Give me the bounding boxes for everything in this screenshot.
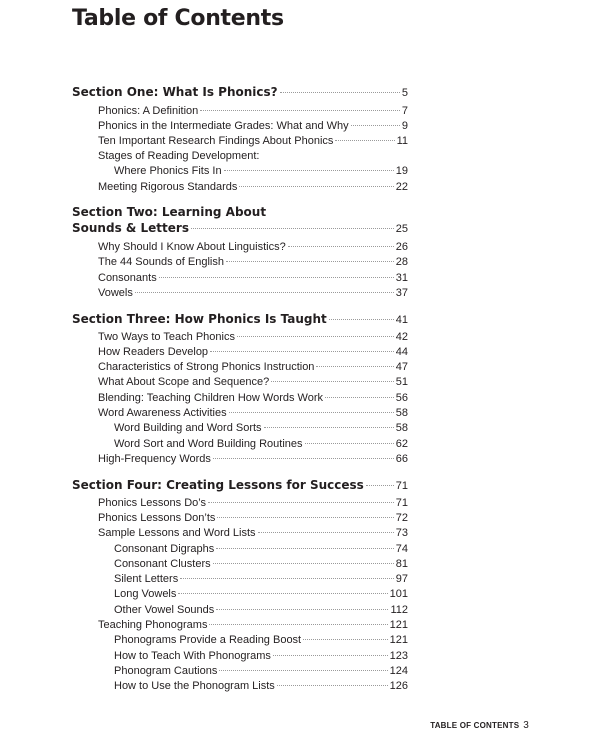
entry-label: Consonants: [98, 272, 157, 284]
entry-page: 81: [395, 558, 408, 570]
entry-label: Phonics in the Intermediate Grades: What and Why: [98, 120, 349, 132]
entry-page: 9: [401, 120, 408, 132]
entry-label: How Readers Develop: [98, 346, 209, 358]
toc-subentry[interactable]: [114, 664, 408, 679]
entry-label: Word Awareness Activities: [98, 407, 227, 419]
entry-label: Phonics Lessons Don’ts: [98, 512, 216, 524]
entry-label: Phonics Lessons Do’s: [98, 497, 207, 509]
entry-page: 72: [395, 512, 408, 524]
entry-page: 58: [395, 407, 408, 419]
entry-label: Two Ways to Teach Phonics: [98, 331, 235, 343]
dot-leader: [180, 578, 394, 579]
section-title: Section One: What Is Phonics?: [72, 85, 278, 99]
entry-label: Blending: Teaching Children How Words Work: [98, 392, 324, 404]
dot-leader: [224, 170, 394, 171]
entry-page: 97: [395, 573, 408, 585]
entry-label: How to Use the Phonogram Lists: [114, 680, 275, 692]
section-title: Section Three: How Phonics Is Taught: [72, 312, 327, 326]
toc-entry[interactable]: [98, 375, 408, 390]
section-title: Section Two: Learning About: [72, 205, 267, 219]
entry-page: 56: [395, 392, 408, 404]
entry-page: 71: [395, 497, 408, 509]
dot-leader: [217, 517, 393, 518]
toc-subentry[interactable]: [114, 437, 408, 452]
page-title: Table of Contents: [72, 6, 284, 31]
page-footer: [430, 720, 529, 731]
toc-subentry[interactable]: [114, 679, 408, 694]
entry-label: How to Teach With Phonograms: [114, 650, 271, 662]
dot-leader: [271, 381, 394, 382]
toc-entry[interactable]: [98, 496, 408, 511]
section-title: Sounds & Letters: [72, 221, 189, 235]
entry-label: Word Sort and Word Building Routines: [114, 438, 303, 450]
dot-leader: [191, 228, 394, 229]
entry-label: Why Should I Know About Linguistics?: [98, 241, 286, 253]
dot-leader: [366, 485, 394, 486]
entry-page: 124: [389, 665, 408, 677]
entry-page: 47: [395, 361, 408, 373]
toc-entry[interactable]: [98, 406, 408, 421]
section-four-heading[interactable]: [72, 478, 408, 493]
entry-page: 44: [395, 346, 408, 358]
footer-label: TABLE OF CONTENTS: [430, 721, 520, 730]
entry-label: What About Scope and Sequence?: [98, 376, 270, 388]
dot-leader: [237, 336, 394, 337]
entry-page: 123: [389, 650, 408, 662]
section-three-heading[interactable]: [72, 312, 408, 327]
dot-leader: [305, 443, 394, 444]
dot-leader: [213, 563, 394, 564]
entry-page: 101: [389, 588, 408, 600]
entry-page: 11: [396, 135, 408, 147]
entry-page: 22: [395, 181, 408, 193]
entry-label: Long Vowels: [114, 588, 177, 600]
dot-leader: [216, 609, 388, 610]
entry-page: 42: [395, 331, 408, 343]
section-page: 71: [395, 480, 408, 492]
entry-label: Ten Important Research Findings About Phonics: [98, 135, 334, 147]
dot-leader: [213, 458, 394, 459]
section-title: Section Four: Creating Lessons for Success: [72, 478, 364, 492]
entry-label: Phonograms Provide a Reading Boost: [114, 634, 302, 646]
entry-label: Teaching Phonograms: [98, 619, 208, 631]
toc-subentry[interactable]: [114, 542, 408, 557]
entry-label: Silent Letters: [114, 573, 179, 585]
entry-label: Phonogram Cautions: [114, 665, 218, 677]
entry-page: 31: [395, 272, 408, 284]
dot-leader: [135, 292, 394, 293]
entry-label: Word Building and Word Sorts: [114, 422, 262, 434]
dot-leader: [351, 125, 400, 126]
entry-label: Phonics: A Definition: [98, 105, 199, 117]
toc-entry[interactable]: [98, 345, 408, 360]
entry-page: 66: [395, 453, 408, 465]
dot-leader: [219, 670, 387, 671]
entry-page: 28: [395, 256, 408, 268]
entry-label: Sample Lessons and Word Lists: [98, 527, 256, 539]
entry-page: 112: [390, 604, 408, 616]
toc-entry[interactable]: [98, 240, 408, 255]
entry-label: Vowels: [98, 287, 133, 299]
dot-leader: [239, 186, 393, 187]
section-two-heading-line1[interactable]: [72, 205, 408, 220]
entry-label: Consonant Clusters: [114, 558, 211, 570]
dot-leader: [264, 427, 394, 428]
toc-entry[interactable]: [98, 180, 408, 195]
toc-entry[interactable]: [98, 511, 408, 526]
dot-leader: [325, 397, 394, 398]
toc-entry[interactable]: [98, 271, 408, 286]
section-two-heading-line2[interactable]: [72, 221, 408, 236]
dot-leader: [258, 532, 394, 533]
toc-entry[interactable]: [98, 618, 408, 633]
dot-leader: [229, 412, 394, 413]
toc-subentry[interactable]: [114, 587, 408, 602]
dot-leader: [329, 319, 394, 320]
dot-leader: [226, 261, 394, 262]
entry-page: 121: [389, 634, 408, 646]
toc-subentry[interactable]: [114, 557, 408, 572]
dot-leader: [335, 140, 394, 141]
toc-entry[interactable]: [98, 134, 408, 149]
toc-entry[interactable]: [98, 286, 408, 301]
entry-page: 74: [395, 543, 408, 555]
entry-page: 126: [389, 680, 408, 692]
toc-entry[interactable]: [98, 119, 408, 134]
toc-entry-first-line[interactable]: [98, 149, 408, 164]
dot-leader: [209, 624, 387, 625]
page-number: 3: [523, 720, 529, 731]
entry-label: The 44 Sounds of English: [98, 256, 224, 268]
entry-page: 26: [395, 241, 408, 253]
entry-label: Consonant Digraphs: [114, 543, 215, 555]
section-page: 25: [395, 223, 408, 235]
dot-leader: [208, 502, 394, 503]
toc-entry[interactable]: [98, 526, 408, 541]
dot-leader: [210, 351, 394, 352]
toc-entry[interactable]: [98, 330, 408, 345]
entry-page: 121: [389, 619, 408, 631]
toc-entry-continuation[interactable]: [114, 164, 408, 179]
dot-leader: [280, 92, 400, 93]
section-one-heading[interactable]: [72, 85, 408, 100]
dot-leader: [273, 655, 388, 656]
dot-leader: [303, 639, 388, 640]
dot-leader: [159, 277, 394, 278]
entry-page: 58: [395, 422, 408, 434]
dot-leader: [200, 110, 400, 111]
entry-label: Characteristics of Strong Phonics Instruction: [98, 361, 315, 373]
toc-subentry[interactable]: [114, 649, 408, 664]
dot-leader: [277, 685, 388, 686]
entry-label: High-Frequency Words: [98, 453, 211, 465]
toc-subentry[interactable]: [114, 633, 408, 648]
toc-subentry[interactable]: [114, 603, 408, 618]
toc-entry[interactable]: [98, 452, 408, 467]
dot-leader: [178, 593, 387, 594]
entry-page: 62: [395, 438, 408, 450]
entry-label: Meeting Rigorous Standards: [98, 181, 238, 193]
toc-entry[interactable]: [98, 104, 408, 119]
entry-page: 51: [395, 376, 408, 388]
dot-leader: [316, 366, 393, 367]
section-page: 41: [395, 314, 408, 326]
entry-label: Other Vowel Sounds: [114, 604, 215, 616]
dot-leader: [288, 246, 394, 247]
toc-entry[interactable]: [98, 360, 408, 375]
toc-subentry[interactable]: [114, 421, 408, 436]
entry-page: 19: [395, 165, 408, 177]
toc-entry[interactable]: [98, 255, 408, 270]
entry-label: Stages of Reading Development:: [98, 150, 260, 162]
entry-page: 37: [395, 287, 408, 299]
toc-subentry[interactable]: [114, 572, 408, 587]
entry-label: Where Phonics Fits In: [114, 165, 222, 177]
entry-page: 7: [401, 105, 408, 117]
dot-leader: [216, 548, 393, 549]
section-page: 5: [401, 87, 408, 99]
toc-entry[interactable]: [98, 391, 408, 406]
entry-page: 73: [395, 527, 408, 539]
